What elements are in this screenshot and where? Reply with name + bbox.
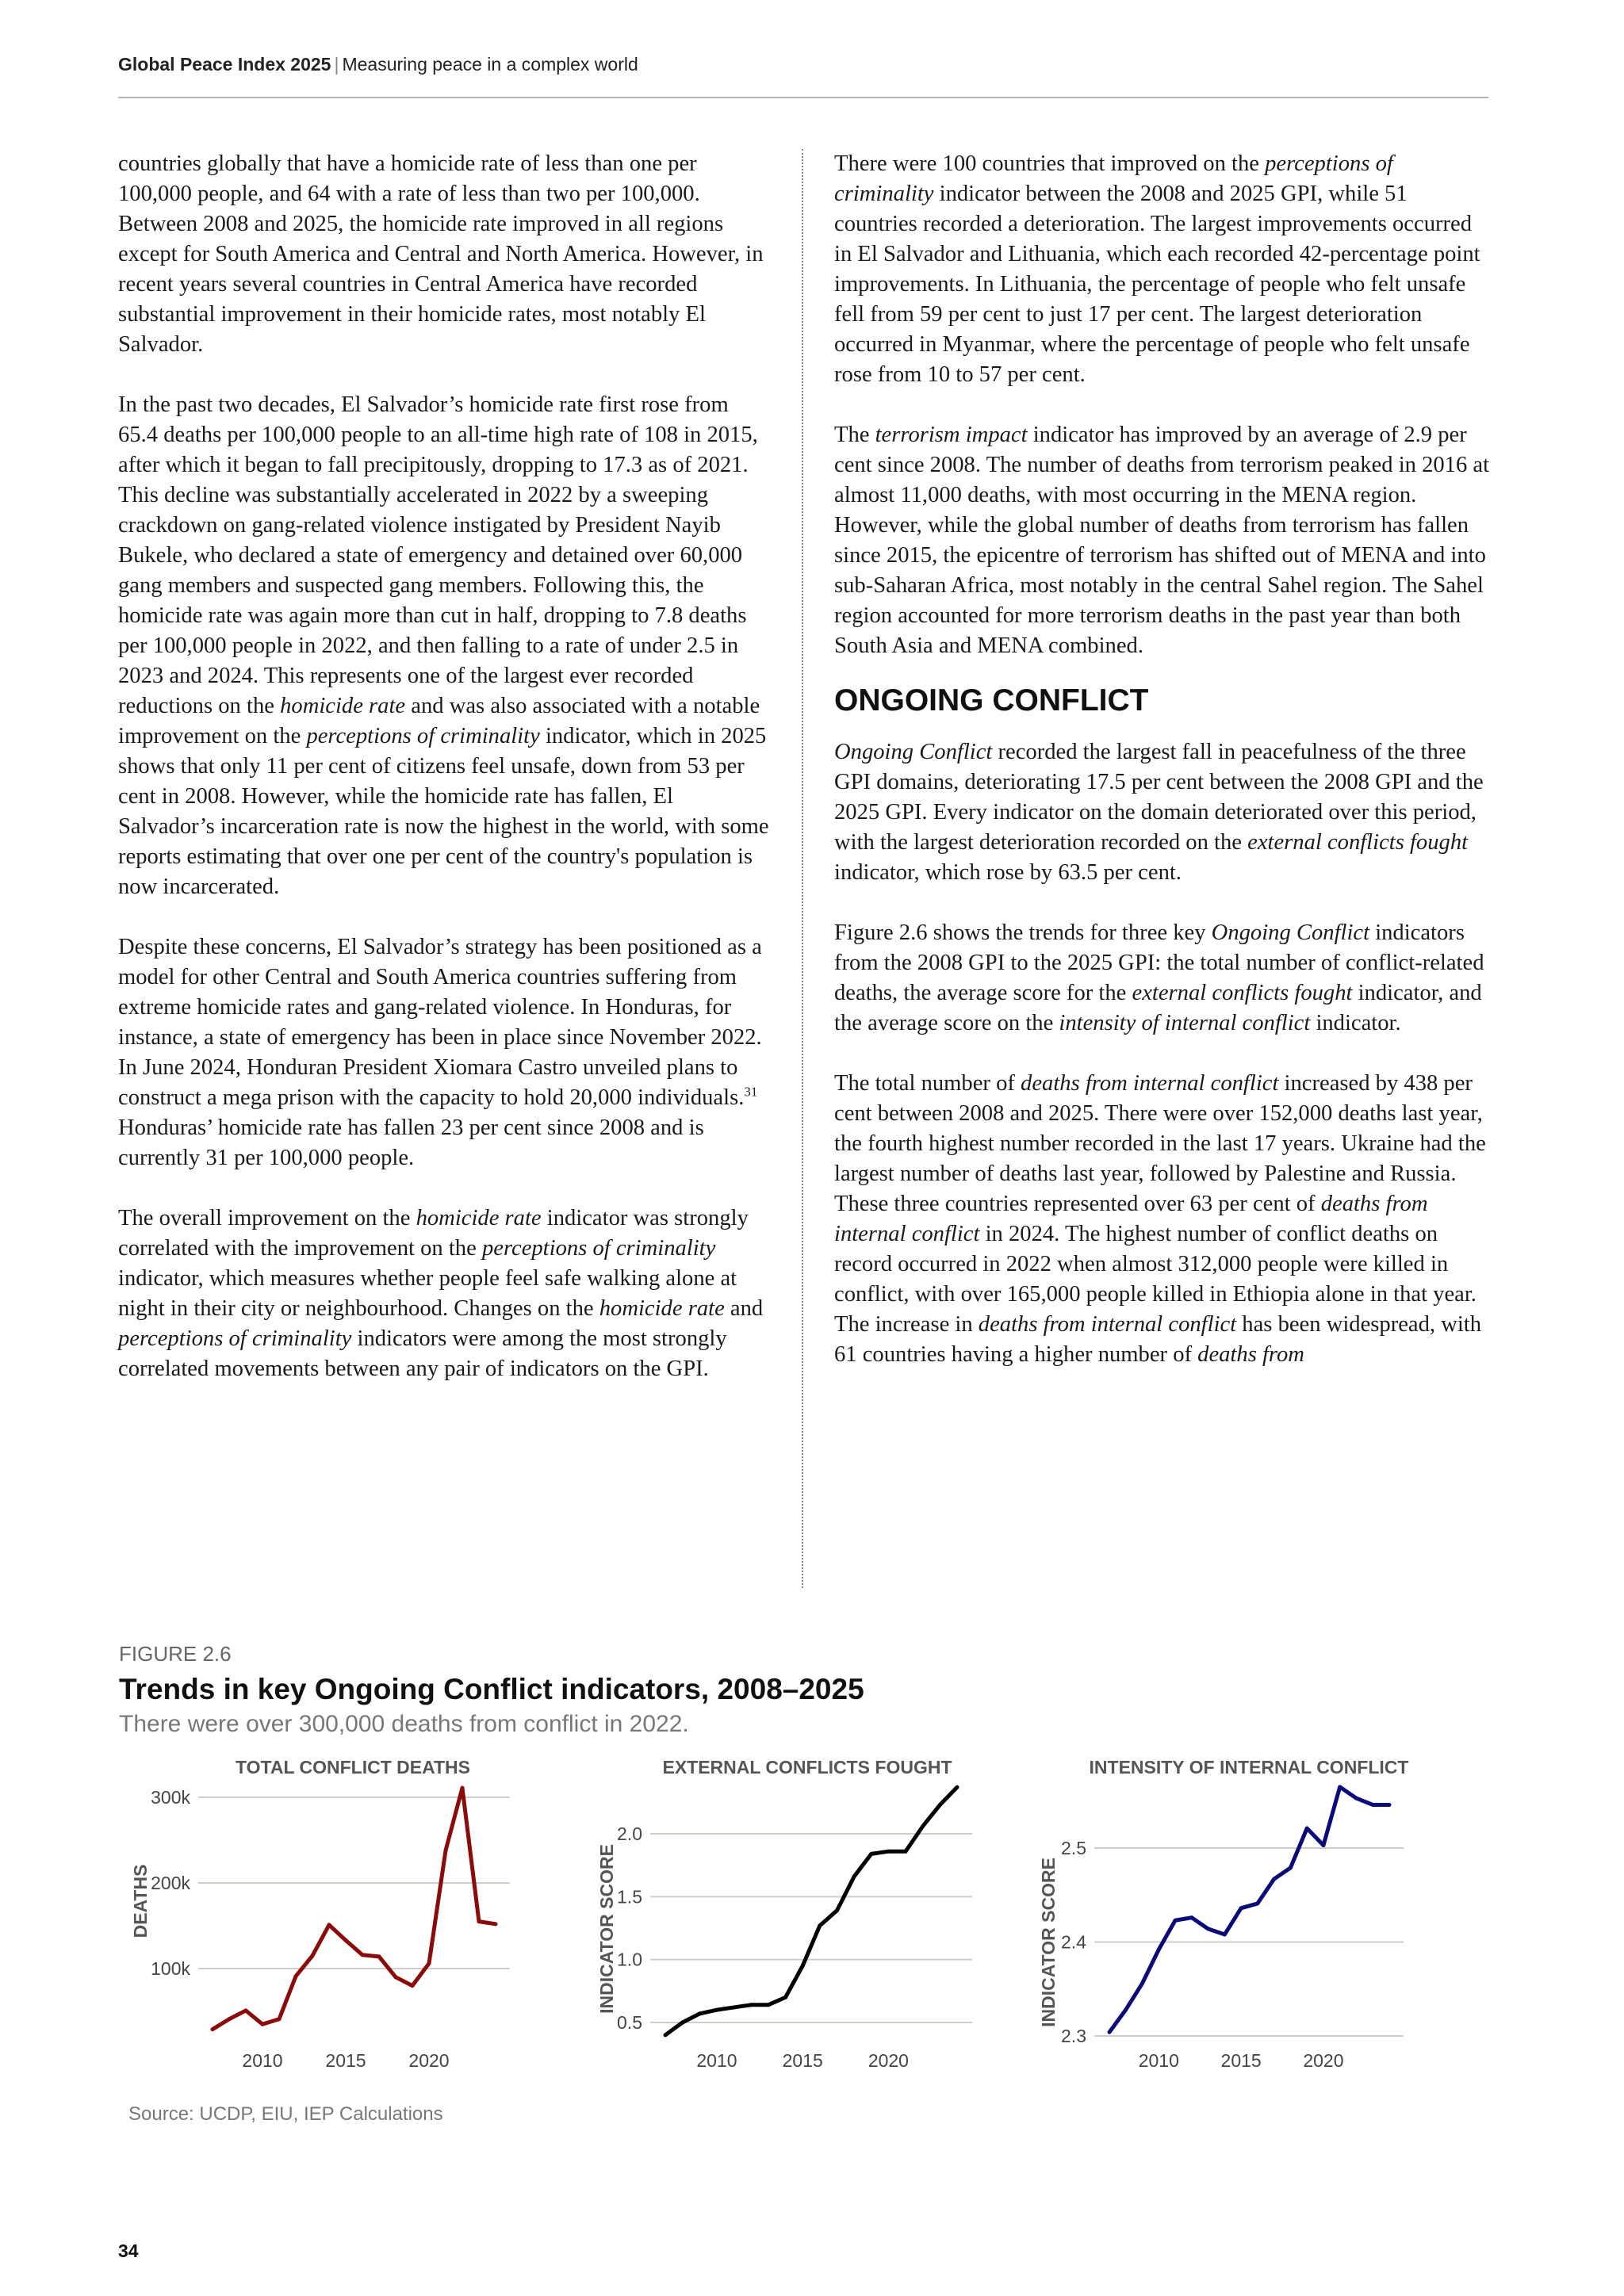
paragraph <box>118 932 773 1173</box>
data-point <box>801 1964 805 1968</box>
data-point <box>261 2022 265 2026</box>
header-separator: | <box>334 54 339 75</box>
text-run: indicator between the 2008 and 2025 GPI, while 51 countries recorded a deterioration. The largest improvements occurred in El Salvador and Lithuania, which each recorded 42-percentage point improvements. In Lithuania, the percentage of people who felt unsafe fell from 59 per cent to just 17 per cent. The largest deterioration occurred in Myanmar, where the percentage of people who felt unsafe rose from 10 to 57 per cent. <box>834 182 1480 387</box>
paragraph <box>118 149 773 360</box>
data-point <box>1239 1906 1243 1910</box>
data-point <box>1189 1915 1193 1919</box>
data-point <box>783 1996 787 1999</box>
y-tick-label: 2.5 <box>1061 1838 1086 1858</box>
data-point <box>664 2033 668 2037</box>
column-divider <box>802 149 803 1588</box>
data-point <box>1140 1981 1144 1985</box>
right-column-top <box>834 149 1491 661</box>
text-run: The overall improvement on the <box>118 1206 416 1230</box>
data-point <box>1108 2030 1112 2034</box>
data-point <box>1338 1785 1342 1789</box>
italic-text: perceptions of criminality <box>118 1326 352 1351</box>
data-point <box>1388 1803 1392 1807</box>
page-number: 34 <box>118 2241 139 2261</box>
y-tick-label: 1.5 <box>617 1886 642 1908</box>
y-axis-label: DEATHS <box>130 1864 151 1938</box>
y-tick-label: 1.0 <box>617 1949 642 1970</box>
italic-text: deaths from internal conflict <box>978 1312 1237 1337</box>
paragraph <box>834 737 1491 888</box>
x-tick-label: 2015 <box>782 2050 823 2071</box>
data-point <box>1321 1843 1325 1847</box>
data-point <box>887 1850 891 1854</box>
data-point <box>938 1803 942 1807</box>
data-point <box>732 2005 736 2009</box>
y-tick-label: 0.5 <box>617 2012 642 2033</box>
data-point <box>294 1974 298 1978</box>
data-point <box>1371 1803 1375 1807</box>
data-point <box>1305 1827 1309 1831</box>
text-run: increased by 438 per cent between 2008 and 2025. There were over 152,000 deaths last year, the fourth highest number recorded in the last 17 years. Ukraine had the largest number of deaths last year, followed by Palestine and Russia. These three countries represented over 63 per cent of <box>834 1071 1486 1216</box>
data-point <box>427 1961 431 1965</box>
data-point <box>852 1874 856 1878</box>
italic-text: homicide rate <box>599 1296 725 1321</box>
italic-text: external conflicts fought <box>1247 830 1469 855</box>
footnote-ref: 31 <box>744 1084 758 1100</box>
right-column-bottom <box>834 737 1491 1370</box>
text-run: Despite these concerns, El Salvador’s strategy has been positioned as a model for other Central and South America countries suffering from extreme homicide rates and gang-related violence. In Honduras, for instance, a state of emergency has been in place since November 2022. In June 2024, Honduran President Xiomara Castro unveiled plans to construct a mega prison with the capacity to hold 20,000 individuals. <box>118 935 762 1110</box>
data-point <box>1157 1947 1161 1951</box>
text-run: and was also associated with a notable improvement on the <box>118 694 760 748</box>
chart-title: TOTAL CONFLICT DEATHS <box>235 1757 471 1777</box>
data-point <box>714 2008 718 2012</box>
series-line <box>665 1787 957 2035</box>
paragraph <box>834 149 1491 390</box>
figure-source: Source: UCDP, EIU, IEP Calculations <box>128 2103 443 2125</box>
data-point <box>344 1938 348 1942</box>
y-axis-label: INDICATOR SCORE <box>596 1844 617 2014</box>
x-tick-label: 2015 <box>1220 2050 1262 2071</box>
italic-text: external conflicts fought <box>1132 981 1353 1005</box>
text-run: indicator, which measures whether people feel safe walking alone at night in their city or neighbourhood. Changes on the <box>118 1266 737 1321</box>
data-point <box>278 2017 282 2021</box>
text-run: indicator. <box>1310 1011 1401 1035</box>
paragraph <box>834 420 1491 661</box>
text-run: in 2024. The highest number of conflict deaths on record occurred in 2022 when almost 312,000 people were killed in conflict, with over 165,000 people killed in Ethiopia alone in that year. The increase in <box>834 1222 1477 1337</box>
paragraph <box>834 918 1491 1039</box>
x-tick-label: 2015 <box>325 2050 366 2071</box>
data-point <box>1354 1797 1358 1800</box>
data-point <box>680 2021 684 2025</box>
header-rule <box>118 97 1488 98</box>
text-run: indicator, which rose by 63.5 per cent. <box>834 860 1182 885</box>
figure-charts <box>0 1728 1624 2101</box>
data-point <box>749 2003 753 2007</box>
figure-subtitle: There were over 300,000 deaths from conflict in 2022. <box>119 1711 689 1737</box>
text-run: indicator was strongly correlated with the improvement on the <box>118 1206 749 1261</box>
italic-text: perceptions of criminality <box>481 1236 716 1261</box>
data-point <box>444 1848 448 1852</box>
data-point <box>477 1919 481 1923</box>
text-run: Honduras’ homicide rate has fallen 23 per cent since 2008 and is currently 31 per 100,000 people. <box>118 1115 704 1170</box>
italic-text: perceptions of criminality <box>306 724 540 748</box>
y-axis-label: INDICATOR SCORE <box>1038 1858 1059 2027</box>
data-point <box>698 2011 702 2015</box>
text-run: indicator, and the average score on the <box>834 981 1482 1035</box>
data-point <box>377 1954 381 1958</box>
data-point <box>956 1785 959 1789</box>
data-point <box>1206 1927 1210 1931</box>
report-title: Global Peace Index 2025 <box>118 54 331 75</box>
data-point <box>311 1954 315 1957</box>
italic-text: Ongoing Conflict <box>1211 920 1370 945</box>
x-tick-label: 2010 <box>696 2050 737 2071</box>
data-point <box>494 1922 498 1926</box>
text-run: indicator has improved by an average of 2.9 per cent since 2008. The number of deaths from terrorism peaked in 2016 at almost 11,000 deaths, with most occurring in the MENA region. However, while the global number of deaths from terrorism has fallen since 2015, the epicentre of terrorism has shifted out of MENA and into sub-Saharan Africa, most notably in the central Sahel region. The Sahel region accounted for more terrorism deaths in the past year than both South Asia and MENA combined. <box>834 423 1490 658</box>
data-point <box>244 2008 248 2012</box>
chart-title: EXTERNAL CONFLICTS FOUGHT <box>662 1757 952 1777</box>
text-run: The <box>834 423 875 447</box>
text-run: countries globally that have a homicide rate of less than one per 100,000 people, and 64 with a rate of less than two per 100,000. Between 2008 and 2025, the homicide rate improved in all regions except for South America and Central and North America. However, in recent years several countries in Central America have recorded substantial improvement in their homicide rates, most notably El Salvador. <box>118 151 764 357</box>
x-tick-label: 2010 <box>1138 2050 1179 2071</box>
paragraph <box>118 390 773 902</box>
text-run: recorded the largest fall in peacefulness of the three GPI domains, deteriorating 17.5 per cent between the 2008 GPI and the 2025 GPI. Every indicator on the domain deteriorated over this period, with the largest deterioration recorded on the <box>834 740 1484 855</box>
data-point <box>1255 1901 1259 1905</box>
italic-text: homicide rate <box>416 1206 542 1230</box>
data-point <box>904 1850 908 1854</box>
text-run: indicators from the 2008 GPI to the 2025 GPI: the total number of conflict-related deaths, the average score for the <box>834 920 1484 1005</box>
data-point <box>1223 1933 1227 1937</box>
italic-text: perceptions of criminality <box>834 151 1393 206</box>
data-point <box>211 2027 215 2031</box>
text-run: indicators were among the most strongly correlated movements between any pair of indicators on the GPI. <box>118 1326 727 1381</box>
figure-label: FIGURE 2.6 <box>119 1642 232 1666</box>
data-point <box>1124 2007 1128 2011</box>
y-tick-label: 2.3 <box>1061 2026 1086 2046</box>
data-point <box>835 1908 839 1912</box>
section-heading: ONGOING CONFLICT <box>834 683 1149 718</box>
paragraph <box>118 1203 773 1384</box>
y-tick-label: 300k <box>151 1787 190 1808</box>
x-tick-label: 2010 <box>242 2050 283 2071</box>
italic-text: intensity of internal conflict <box>1059 1011 1311 1035</box>
chart-title: INTENSITY OF INTERNAL CONFLICT <box>1089 1757 1409 1777</box>
text-run: indicator, which in 2025 shows that only 11 per cent of citizens feel unsafe, down from 53 per cent in 2008. However, while the homicide rate has fallen, El Salvador’s incarceration rate is now the highest in the world, with some reports estimating that over one per cent of the country's population is now incarcerated. <box>118 724 769 899</box>
paragraph <box>834 1069 1491 1370</box>
y-tick-label: 100k <box>151 1958 190 1979</box>
data-point <box>411 1984 415 1988</box>
data-point <box>921 1824 925 1828</box>
data-point <box>1289 1866 1293 1869</box>
italic-text: deaths from <box>1197 1342 1304 1367</box>
x-tick-label: 2020 <box>1303 2050 1344 2071</box>
data-point <box>361 1953 365 1957</box>
data-point <box>869 1852 873 1856</box>
data-point <box>327 1923 331 1927</box>
y-tick-label: 200k <box>151 1873 190 1893</box>
data-point <box>1272 1877 1276 1881</box>
text-run: The total number of <box>834 1071 1021 1096</box>
data-point <box>394 1975 398 1979</box>
italic-text: Ongoing Conflict <box>834 740 993 764</box>
italic-text: homicide rate <box>280 694 406 718</box>
italic-text: terrorism impact <box>875 423 1028 447</box>
text-run: In the past two decades, El Salvador’s homicide rate first rose from 65.4 deaths per 100,000 people to an all-time high rate of 108 in 2015, after which it began to fall precipitously, dropping to 17.3 as of 2021. This decline was substantially accelerated in 2022 by a sweeping crackdown on gang-related violence instigated by President Nayib Bukele, who declared a state of emergency and detained over 60,000 gang members and suspected gang members. Following this, the homicide rate was again more than cut in half, dropping to 7.8 deaths per 100,000 people in 2022, and then falling to a rate of under 2.5 in 2023 and 2024. This represents one of the largest ever recorded reductions on the <box>118 392 758 718</box>
text-run: has been widespread, with 61 countries having a higher number of <box>834 1312 1482 1367</box>
running-header <box>118 54 638 75</box>
text-run: and <box>724 1296 764 1321</box>
italic-text: deaths from internal conflict <box>834 1192 1428 1246</box>
y-tick-label: 2.4 <box>1061 1931 1086 1953</box>
text-run: There were 100 countries that improved on the <box>834 151 1266 176</box>
x-tick-label: 2020 <box>868 2050 909 2071</box>
left-column <box>118 149 773 1414</box>
series-line <box>213 1788 496 2030</box>
x-tick-label: 2020 <box>408 2050 450 2071</box>
y-tick-label: 2.0 <box>617 1823 642 1844</box>
data-point <box>228 2017 232 2021</box>
data-point <box>461 1786 465 1790</box>
right-column <box>834 149 1491 1400</box>
data-point <box>1174 1919 1178 1923</box>
figure-title: Trends in key Ongoing Conflict indicators, 2008–2025 <box>119 1673 864 1705</box>
data-point <box>766 2003 770 2007</box>
text-run: Figure 2.6 shows the trends for three key <box>834 920 1212 945</box>
series-line <box>1109 1787 1389 2032</box>
data-point <box>818 1923 822 1927</box>
italic-text: deaths from internal conflict <box>1021 1071 1279 1096</box>
report-subtitle: Measuring peace in a complex world <box>342 54 638 75</box>
